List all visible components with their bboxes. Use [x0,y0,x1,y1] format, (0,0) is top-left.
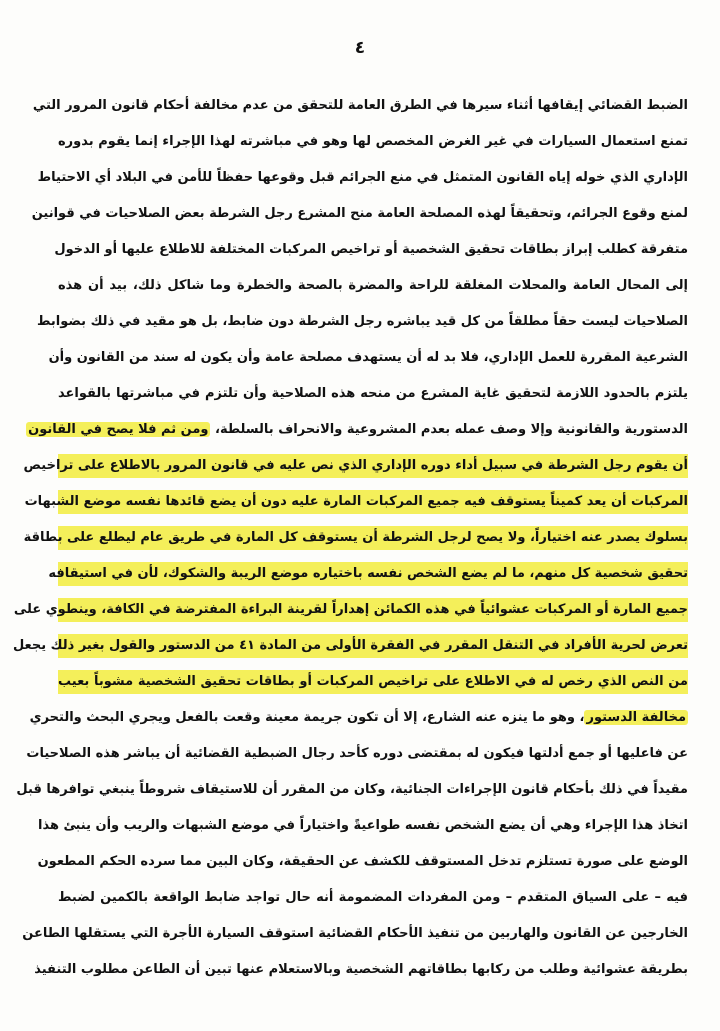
document-body [12,88,688,988]
text-line: المركبات أن يعد كميناً يستوقف فيه جميع المركبات المارة عليه دون أن يضع قائدها نفسه موضع الشبهات [58,484,688,520]
text-line: إلى المحال العامة والمحلات المغلقة للراحة والمضرة بالصحة والخطرة وما شاكل ذلك، بيد أن هذه [58,278,688,293]
text-line: الإداري الذي خوله إياه القانون المتمثل في منع الجرائم قبل وقوعها حفظاً للأمن في البلاد أي الاحتياط [37,170,688,185]
text-line: عن فاعليها أو جمع أدلتها فيكون له بمقتضى دوره كأحد رجال الضبطية القضائية أن يباشر هذه الصلاحيات [26,746,688,761]
text-line [29,700,688,736]
text-line: لمنع وقوع الجرائم، وتحقيقاً لهذه المصلحة العامة منح المشرع رجل الشرطة بعض الصلاحيات في قوانين [31,206,688,221]
text-line: تمنع استعمال السيارات في غير الغرض المخصص لها وهو في مباشرته لهذا الإجراء إنما يقوم بدوره [58,134,688,149]
text-line: اتخاذ هذا الإجراء وهي أن يضع الشخص نفسه طواعيةً واختياراً في موضع الشبهات والريب وأن ينبئ هذا [38,818,688,833]
text-line: الضبط القضائي إيقافها أثناء سيرها في الطرق العامة للتحقق من عدم مخالفة أحكام قانون المرور التي [32,98,688,113]
text-line: تحقيق شخصية كل منهم، ما لم يضع الشخص نفسه باختياره موضع الريبة والشكوك، لأن في استيقافه [58,556,688,592]
text-line: الخارجين عن القانون والهاربين من تنفيذ الأحكام القضائية استوقف السيارة الأجرة التي يستقلها الطاعن [22,926,688,941]
page-number: ٤ [354,38,366,58]
text-line: بطريقة عشوائية وطلب من ركابها بطاقاتهم الشخصية وبالاستعلام عنها تبين أن الطاعن مطلوب التنفيذ [34,962,688,977]
text-line [28,412,688,448]
text-line: متفرقة كطلب إبراز بطاقات تحقيق الشخصية أو تراخيص المركبات المختلفة للاطلاع عليها أو الدخول [54,242,688,257]
text-line: الوضع على صورة تستلزم تدخل المستوقف للكشف عن الحقيقة، وكان البين مما سرده الحكم المطعون [37,854,688,869]
text-line: فيه – على السياق المتقدم – ومن المفردات المضمومة أنه حال تواجد ضابط الواقعة بالكمين لضبط [58,890,688,905]
text-line: من النص الذي رخص له في الاطلاع على تراخيص المركبات أو بطاقات تحقيق الشخصية مشوباً بعيب [58,664,688,700]
text-line: جميع المارة أو المركبات عشوائياً في هذه الكمائن إهداراً لقرينة البراءة المفترضة في الكافة، وينطوي على [58,592,688,628]
text-line: الصلاحيات ليست حقاً مطلقاً من كل قيد يباشره رجل الشرطة دون ضابط، بل هو مقيد في ذلك بضوابط [36,314,688,329]
text-line: مقيداً في ذلك بأحكام قانون الإجراءات الجنائية، وكان من المقرر أن للاستيقاف شروطاً ينبغي توافرها قبل [16,782,688,797]
text-line-plain: الدستورية والقانونية وإلا وصف عمله بعدم المشروعية والانحراف بالسلطة، [210,422,688,437]
text-line: يلتزم بالحدود اللازمة لتحقيق غاية المشرع من منحه هذه الصلاحية وأن تلتزم في مباشرتها بالقواعد [58,386,688,401]
text-line: أن يقوم رجل الشرطة في سبيل أداء دوره الإداري الذي نص عليه في قانون المرور بالاطلاع على تراخيص [58,448,688,484]
text-line: تعرض لحرية الأفراد في التنقل المقرر في الفقرة الأولى من المادة ٤١ من الدستور والقول بغير ذلك يجعل [58,628,688,664]
text-line: الشرعية المقررة للعمل الإداري، فلا بد له أن يستهدف مصلحة عامة وأن يكون له سند من القانون وأن [48,350,688,365]
text-line: بسلوك يصدر عنه اختياراً، ولا يصح لرجل الشرطة أن يستوقف كل المارة في طريق عام ليطلع على بطاقة [58,520,688,556]
highlighted-text: مخالفة الدستور [586,710,686,725]
text-line-plain: ، وهو ما ينزه عنه الشارع، إلا أن تكون جريمة معينة وقعت بالفعل ويجري البحث والتحري [29,710,585,725]
highlighted-text: ومن ثم فلا يصح في القانون [28,422,209,437]
